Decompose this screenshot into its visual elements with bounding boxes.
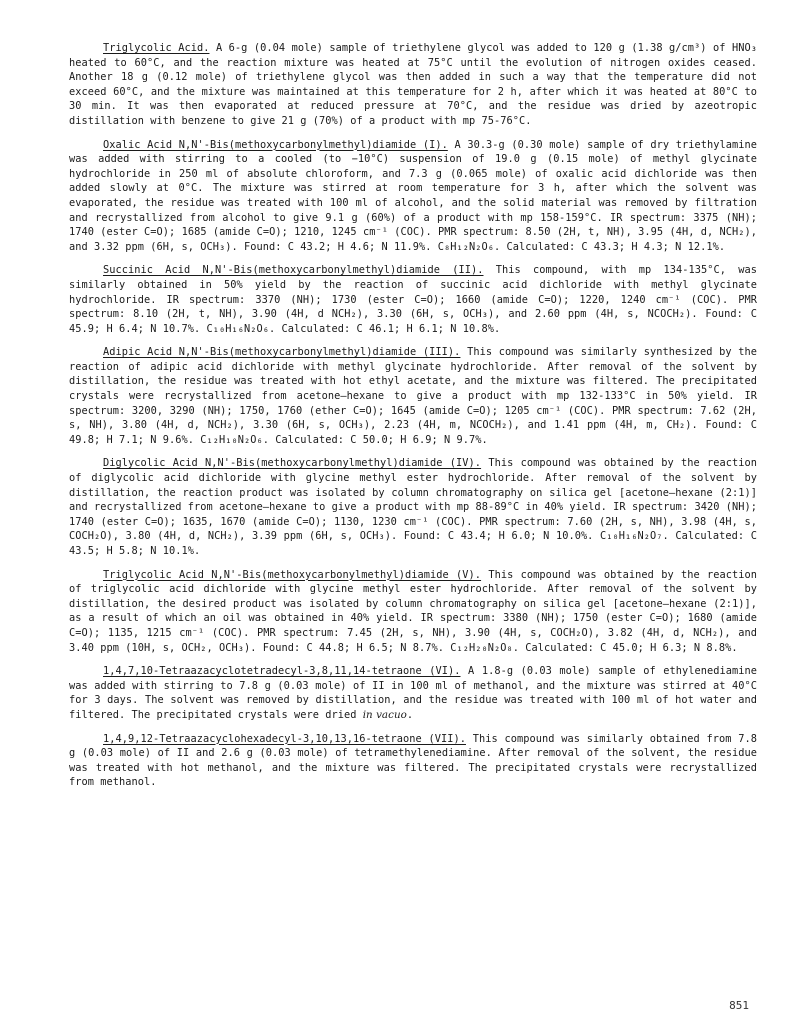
heading-compound-iii: Adipic Acid N,N'-Bis(methoxycarbonylmethyl)diamide (III).: [103, 346, 461, 359]
paragraph-compound-i: [69, 138, 757, 255]
body-compound-iv: This compound was obtained by the reaction of diglycolic acid dichloride with glycine methyl ester hydrochloride. After removal of the solvent by distillation, the reaction product was isolated by column chromatography on silica gel [acetone—hexane (2:1)] and recrystallized from acetone—hexane to give a product with mp 88-89°C in 40% yield. IR spectrum: 3420 (NH); 1740 (ester C=O); 1635, 1670 (amide C=O); 1130, 1230 cm⁻¹ (COC). PMR spectrum: 7.60 (2H, s, NH), 3.98 (4H, s, COCH₂O), 3.80 (4H, d, NCH₂), 3.39 ppm (6H, s, OCH₃). Found: C 43.4; H 6.0; N 10.0%. C₁₀H₁₆N₂O₇. Calculated: C 43.5; H 5.8; N 10.1%.: [69, 457, 757, 557]
body-compound-iii: This compound was similarly synthesized by the reaction of adipic acid dichloride with methyl glycinate hydrochloride. After removal of the solvent by distillation, the residue was treated with hot ethyl acetate, and the mixture was filtered. The precipitated crystals were recrystallized from acetone—hexane to give a product with mp 132-133°C in 50% yield. IR spectrum: 3200, 3290 (NH); 1750, 1760 (ether C=O); 1645 (amide C=O); 1205 cm⁻¹ (COC). PMR spectrum: 7.62 (2H, s, NH), 3.80 (4H, d, NCH₂), 3.30 (6H, s, OCH₃), 2.23 (4H, m, NCOCH₂), and 1.41 ppm (4H, m, CH₂). Found: C 49.8; H 7.1; N 9.6%. C₁₂H₁₀N₂O₆. Calculated: C 50.0; H 6.9; N 9.7%.: [69, 346, 757, 446]
paragraph-compound-iii: [69, 345, 757, 447]
heading-compound-vi: 1,4,7,10-Tetraazacyclotetradecyl-3,8,11,14-tetraone (VI).: [103, 665, 461, 678]
paragraph-compound-vii: [69, 732, 757, 790]
tail-compound-vi: .: [406, 708, 414, 721]
page-number: 851: [729, 999, 749, 1012]
paragraph-compound-iv: [69, 456, 757, 558]
heading-compound-ii: Succinic Acid N,N'-Bis(methoxycarbonylmethyl)diamide (II).: [103, 264, 484, 277]
heading-compound-i: Oxalic Acid N,N'-Bis(methoxycarbonylmethyl)diamide (I).: [103, 138, 448, 151]
body-compound-vi: A 1.8-g (0.03 mole) sample of ethylenediamine was added with stirring to 7.8 g (0.03 mole) of II in 100 ml of methanol, and the mixture was stirred at 40°C for 3 days. The solvent was removed by distillation, and the residue was treated with 100 ml of hot water and filtered. The precipitated crystals were dried: [69, 665, 757, 721]
body-compound-v: This compound was obtained by the reaction of triglycolic acid dichloride with glycine methyl ester hydrochloride. After removal of the solvent by distillation, the desired product was isolated by column chromatography on silica gel [acetone—hexane (2:1)], as a result of which an oil was obtained in 40% yield. IR spectrum: 3380 (NH); 1750 (ester C=O); 1680 (amide C=O); 1135, 1215 cm⁻¹ (COC). PMR spectrum: 7.45 (2H, s, NH), 3.90 (4H, s, COCH₂O), 3.82 (4H, d, NCH₂), and 3.40 ppm (10H, s, OCH₂, OCH₃). Found: C 44.8; H 6.5; N 8.7%. C₁₂H₂₀N₂O₈. Calculated: C 45.0; H 6.3; N 8.8%.: [69, 568, 757, 654]
heading-compound-v: Triglycolic Acid N,N'-Bis(methoxycarbonylmethyl)diamide (V).: [103, 568, 482, 581]
body-compound-i: A 30.3-g (0.30 mole) sample of dry triethylamine was added with stirring to a cooled (to −10°C) suspension of 19.0 g (0.15 mole) of methyl glycinate hydrochloride in 250 ml of absolute chloroform, and 7.3 g (0.065 mole) of oxalic acid dichloride was then added slowly at 0°C. The mixture was stirred at room temperature for 3 h, after which the solvent was evaporated, the residue was treated with 100 ml of alcohol, and the solid material was removed by filtration and recrystallized from alcohol to give 9.1 g (60%) of a product with mp 158-159°C. IR spectrum: 3375 (NH); 1740 (ester C=O); 1685 (amide C=O); 1210, 1245 cm⁻¹ (COC). PMR spectrum: 8.50 (2H, t, NH), 3.95 (4H, d, NCH₂), and 3.32 ppm (6H, s, OCH₃). Found: C 43.2; H 4.6; N 11.9%. C₈H₁₂N₂O₆. Calculated: C 43.3; H 4.3; N 12.1%.: [69, 138, 757, 253]
paragraph-triglycolic-acid: [69, 41, 757, 129]
text-column: [69, 41, 757, 799]
paragraph-compound-vi: [69, 664, 757, 722]
body-triglycolic-acid: A 6-g (0.04 mole) sample of triethylene glycol was added to 120 g (1.38 g/cm³) of HNO₃ heated to 60°C, and the reaction mixture was heated at 75°C until the evolution of nitrogen oxides ceased. Another 18 g (0.12 mole) of triethylene glycol was then added in such a way that the temperature did not exceed 60°C, and the mixture was maintained at this temperature for 2 h, after which it was heated at 80°C to 30 min. It was then evaporated at reduced pressure at 70°C, and the residue was dried by azeotropic distillation with benzene to give 21 g (70%) of a product with mp 75-76°C.: [69, 42, 757, 127]
heading-compound-iv: Diglycolic Acid N,N'-Bis(methoxycarbonylmethyl)diamide (IV).: [103, 457, 482, 470]
body-compound-vii: This compound was similarly obtained from 7.8 g (0.03 mole) of II and 2.6 g (0.03 mole) of tetramethylenediamine. After removal of the solvent, the residue was treated with hot methanol, and the mixture was filtered. The precipitated crystals were recrystallized from methanol.: [69, 732, 757, 789]
italic-in-vacuo: in vacuo: [362, 708, 407, 721]
heading-triglycolic-acid: Triglycolic Acid.: [103, 42, 210, 54]
paragraph-compound-v: [69, 568, 757, 656]
paragraph-compound-ii: [69, 263, 757, 336]
body-compound-ii: This compound, with mp 134-135°C, was similarly obtained in 50% yield by the reaction of succinic acid dichloride with methyl glycinate hydrochloride. IR spectrum: 3370 (NH); 1730 (ester C=O); 1660 (amide C=O); 1220, 1240 cm⁻¹ (COC). PMR spectrum: 8.10 (2H, t, NH), 3.90 (4H, d NCH₂), 3.30 (6H, s, OCH₃), and 2.60 ppm (4H, s, NCOCH₂). Found: C 45.9; H 6.4; N 10.7%. C₁₀H₁₆N₂O₆. Calculated: C 46.1; H 6.1; N 10.8%.: [69, 264, 757, 335]
heading-compound-vii: 1,4,9,12-Tetraazacyclohexadecyl-3,10,13,16-tetraone (VII).: [103, 732, 466, 745]
